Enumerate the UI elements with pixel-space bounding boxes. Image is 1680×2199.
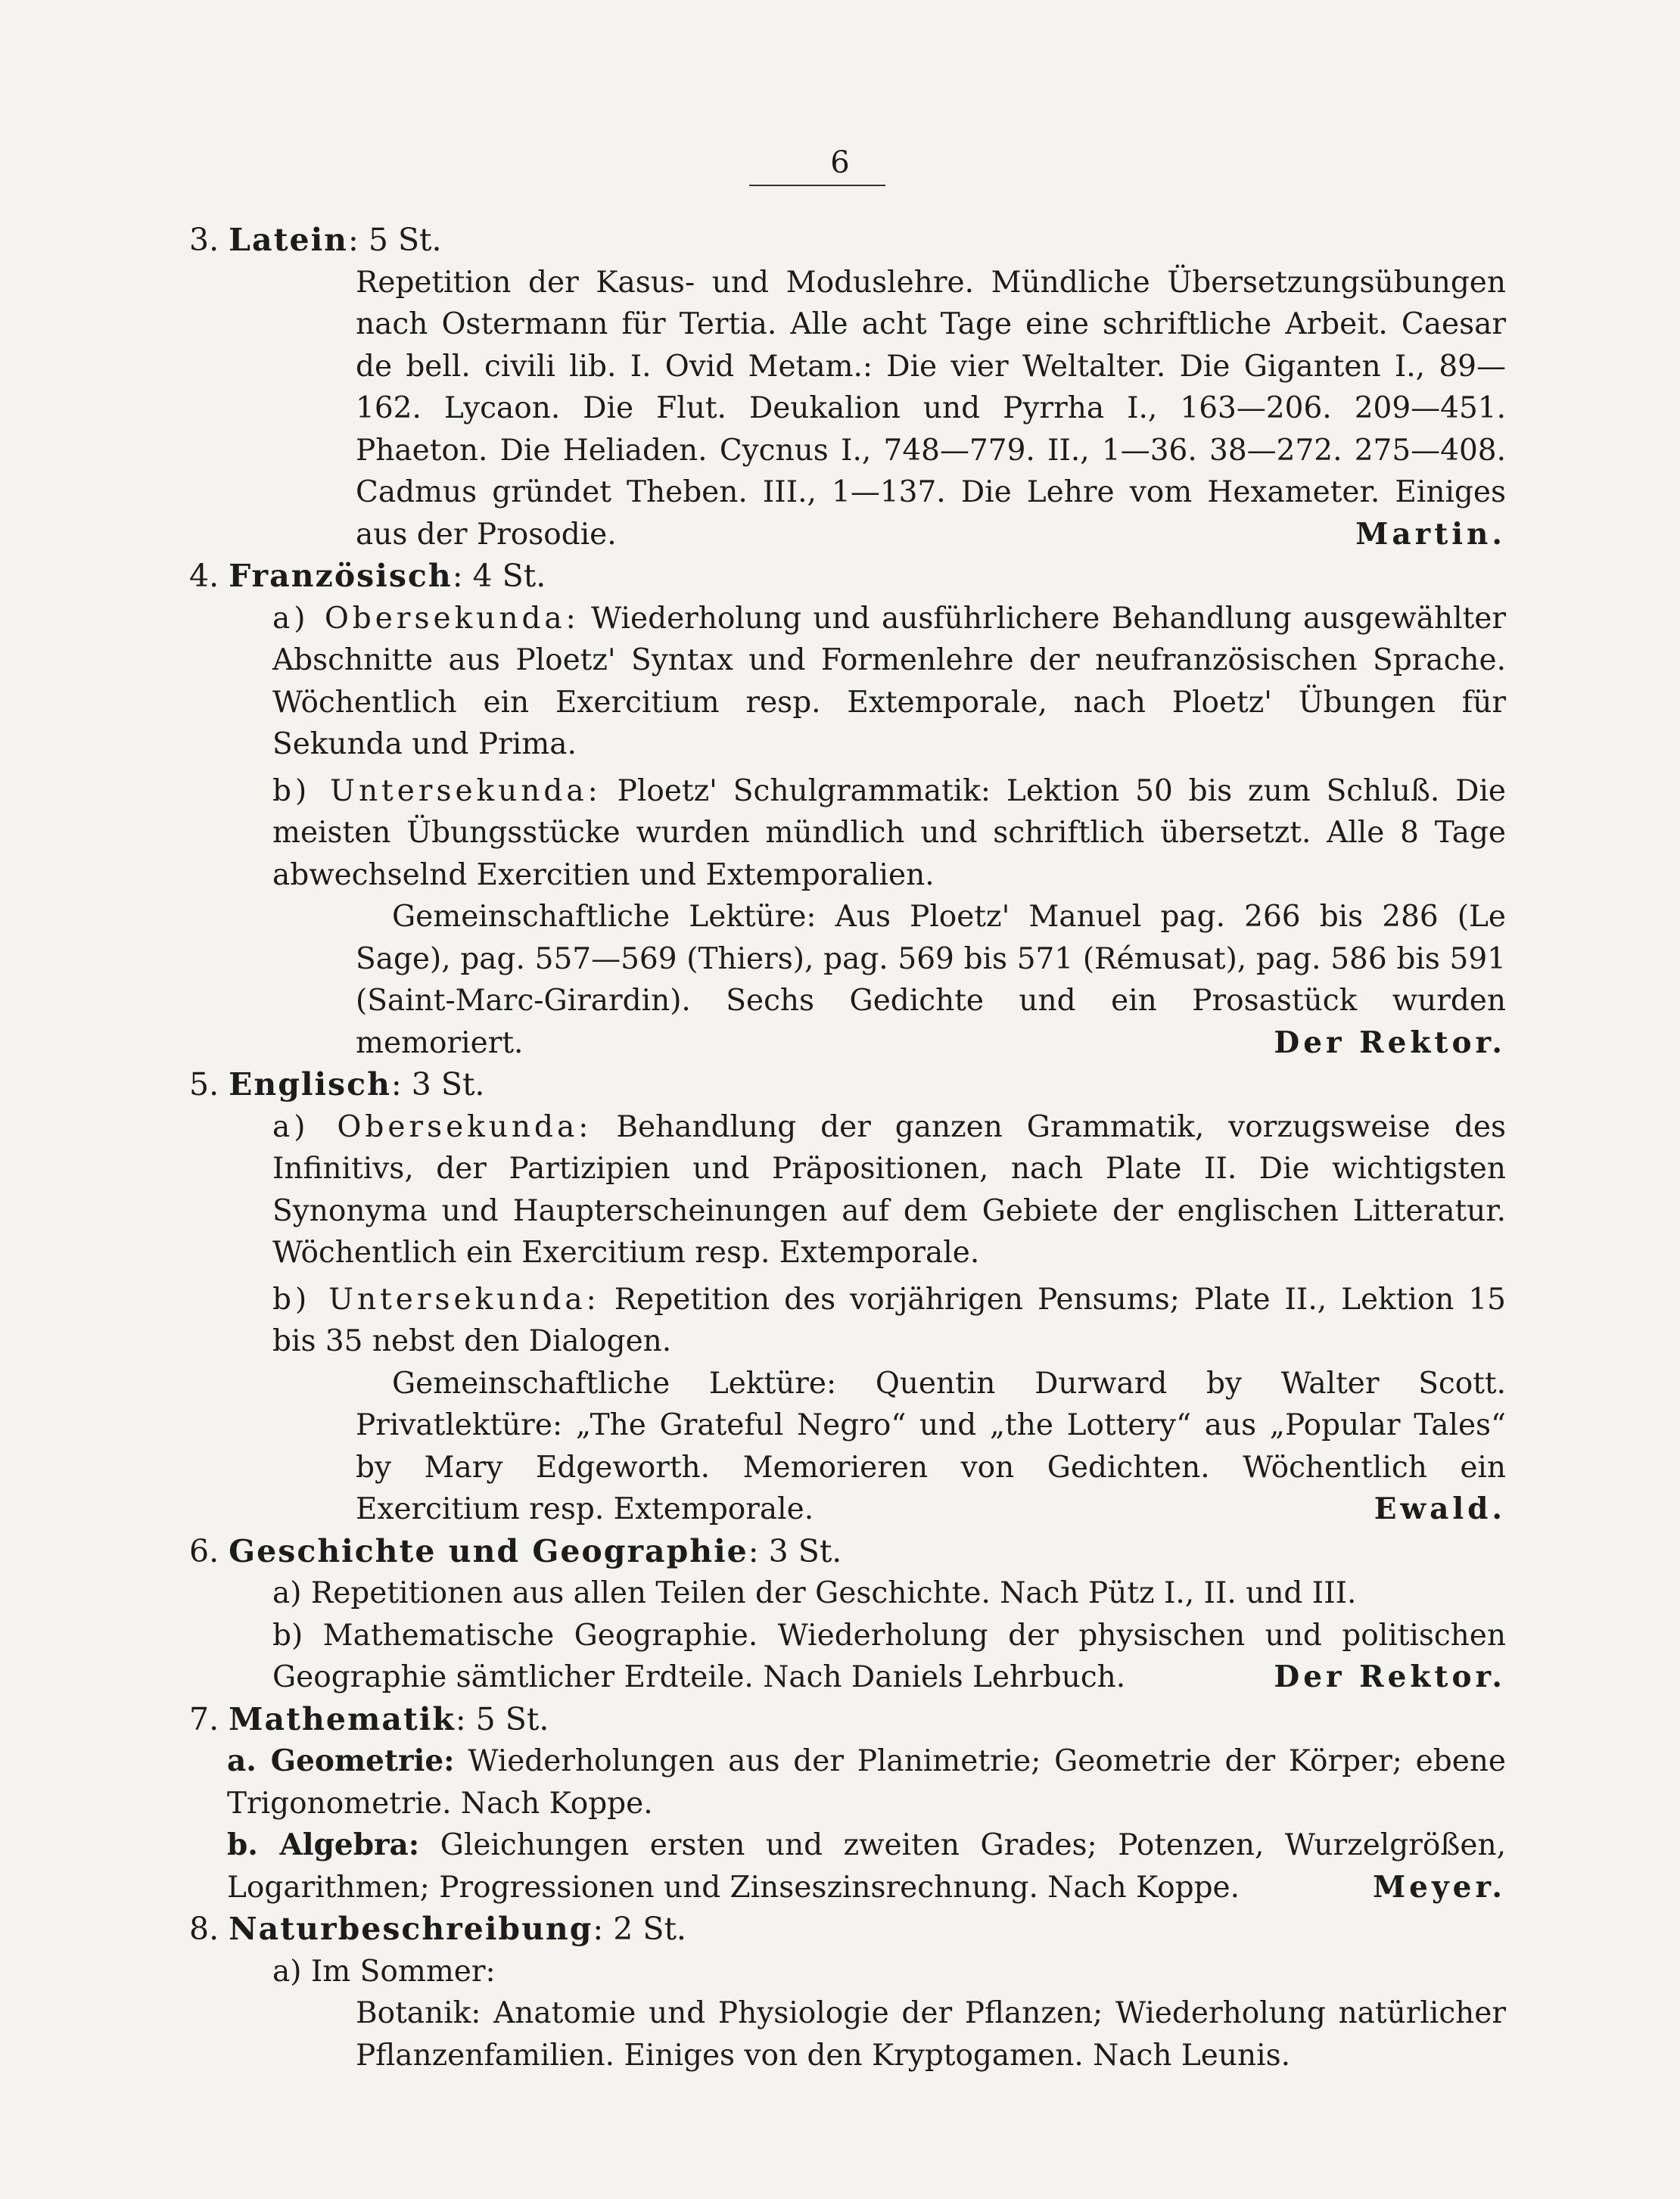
section-number: 7. (189, 1700, 219, 1737)
section-hours: : 5 St. (347, 222, 442, 258)
latein-text: Repetition der Kasus- und Moduslehre. Mündliche Übersetzungsübungen nach Ostermann für Tertia. Alle acht Tage eine schriftliche Arbeit. Caesar de bell. civili lib. I. Ovid Metam.: Die vier Weltalter. Die Giganten I., 89—162. Lycaon. Die Flut. Deukalion und Pyrrha I., 163—206. 209—451. Phaeton. Die Heliaden. Cycnus I., 748—779. II., 1—36. 38—272. 275—408. Cadmus gründet Theben. III., 1—137. Die Lehre vom Hexameter. Einiges aus der Prosodie. Martin. (189, 262, 1506, 556)
section-hours: : 3 St. (748, 1532, 842, 1569)
subsection-label: b. Algebra: (227, 1827, 420, 1862)
heading-latein (189, 219, 1506, 262)
section-hours: : 4 St. (452, 558, 546, 594)
section-title: Latein (229, 222, 348, 258)
section-hours: : 5 St. (455, 1700, 549, 1737)
section-title: Englisch (229, 1066, 391, 1103)
section-number: 5. (189, 1066, 219, 1103)
teacher-signature: Der Rektor. (1274, 1025, 1506, 1060)
franz-obersekunda: a) Obersekunda: Wiederholung und ausführlichere Behandlung ausgewählter Abschnitte aus Ploetz' Syntax und Formenlehre der neufranzösischen Sprache. Wöchentlich ein Exercitium resp. Extemporale, nach Ploetz' Übungen für Sekunda und Prima. (272, 601, 1506, 761)
section-number: 6. (189, 1532, 219, 1569)
section-title: Naturbeschreibung (229, 1911, 593, 1947)
teacher-signature: Ewald. (1374, 1491, 1506, 1526)
franz-lektuere: Gemeinschaftliche Lektüre: Aus Ploetz' Manuel pag. 266 bis 286 (Le Sage), pag. 557—569 (Thiers), pag. 569 bis 571 (Rémusat), pag. 586 bis 591 (Saint-Marc-Girardin). Sechs Gedichte und ein Prosastück wurden memoriert. Der Rektor. (189, 896, 1506, 1064)
page-content (189, 219, 1506, 2076)
subsection-label: a) Obersekunda: (272, 601, 580, 636)
section-title: Mathematik (229, 1700, 456, 1737)
heading-geschichte (189, 1531, 1506, 1573)
geschichte-b: b) Mathematische Geographie. Wiederholung der physischen und politischen Geographie sämtlicher Erdteile. Nach Daniels Lehrbuch. Der Rektor. (189, 1615, 1506, 1699)
page-number-rule (749, 185, 885, 186)
geschichte-a: a) Repetitionen aus allen Teilen der Geschichte. Nach Pütz I., II. und III. (272, 1576, 1357, 1610)
section-hours: : 2 St. (593, 1911, 686, 1947)
heading-naturbeschreibung (189, 1908, 1506, 1951)
teacher-signature: Meyer. (1372, 1869, 1506, 1905)
section-title: Französisch (229, 558, 453, 594)
englisch-untersekunda: b) Untersekunda: Repetition des vorjährigen Pensums; Plate II., Lektion 15 bis 35 nebst den Dialogen. (272, 1282, 1506, 1358)
subsection-label: a) Obersekunda: (272, 1109, 593, 1144)
natur-sommer-label (189, 1951, 1506, 1993)
section-title: Geschichte und Geographie (229, 1532, 748, 1569)
heading-mathematik (189, 1699, 1506, 1741)
heading-englisch (189, 1064, 1506, 1106)
englisch-obersekunda: a) Obersekunda: Behandlung der ganzen Grammatik, vorzugsweise des Infinitivs, der Partizipien und Präpositionen, nach Plate II. Die wichtigsten Synonyma und Haupterscheinungen auf dem Gebiete der englischen Litteratur. Wöchentlich ein Exercitium resp. Extemporale. (272, 1109, 1507, 1270)
subsection-label: a. Geometrie: (227, 1743, 455, 1778)
subsection-label: a) Im Sommer: (272, 1954, 496, 1989)
teacher-signature: Martin. (1355, 516, 1506, 552)
section-hours: : 3 St. (390, 1066, 485, 1103)
heading-franzoesisch (189, 555, 1506, 598)
subsection-label: b) Untersekunda: (272, 773, 602, 808)
natur-botanik: Botanik: Anatomie und Physiologie der Pflanzen; Wiederholung natürlicher Pflanzenfamilien. Einiges von den Kryptogamen. Nach Leunis. (356, 1996, 1506, 2073)
mathematik-geometrie: a. Geometrie: Wiederholungen aus der Planimetrie; Geometrie der Körper; ebene Trigonometrie. Nach Koppe. (227, 1743, 1506, 1821)
section-number: 3. (189, 222, 219, 258)
mathematik-algebra: b. Algebra: Gleichungen ersten und zweiten Grades; Potenzen, Wurzelgrößen, Logarithmen; Progressionen und Zinseszinsrechnung. Nach Koppe. Meyer. (189, 1824, 1506, 1908)
englisch-lektuere: Gemeinschaftliche Lektüre: Quentin Durward by Walter Scott. Privatlektüre: „The Grateful Negro“ und „the Lottery“ aus „Popular Tales“ by Mary Edgeworth. Memorieren von Gedichten. Wöchentlich ein Exercitium resp. Extemporale. Ewald. (189, 1363, 1506, 1531)
section-number: 4. (189, 558, 219, 594)
franz-untersekunda: b) Untersekunda: Ploetz' Schulgrammatik: Lektion 50 bis zum Schluß. Die meisten Übungsstücke wurden mündlich und schriftlich übersetzt. Alle 8 Tage abwechselnd Exercitien und Extemporalien. (272, 773, 1506, 892)
subsection-label: b) Untersekunda: (272, 1282, 600, 1317)
section-number: 8. (189, 1911, 219, 1947)
teacher-signature: Der Rektor. (1274, 1659, 1506, 1694)
page-number: 6 (830, 145, 850, 180)
